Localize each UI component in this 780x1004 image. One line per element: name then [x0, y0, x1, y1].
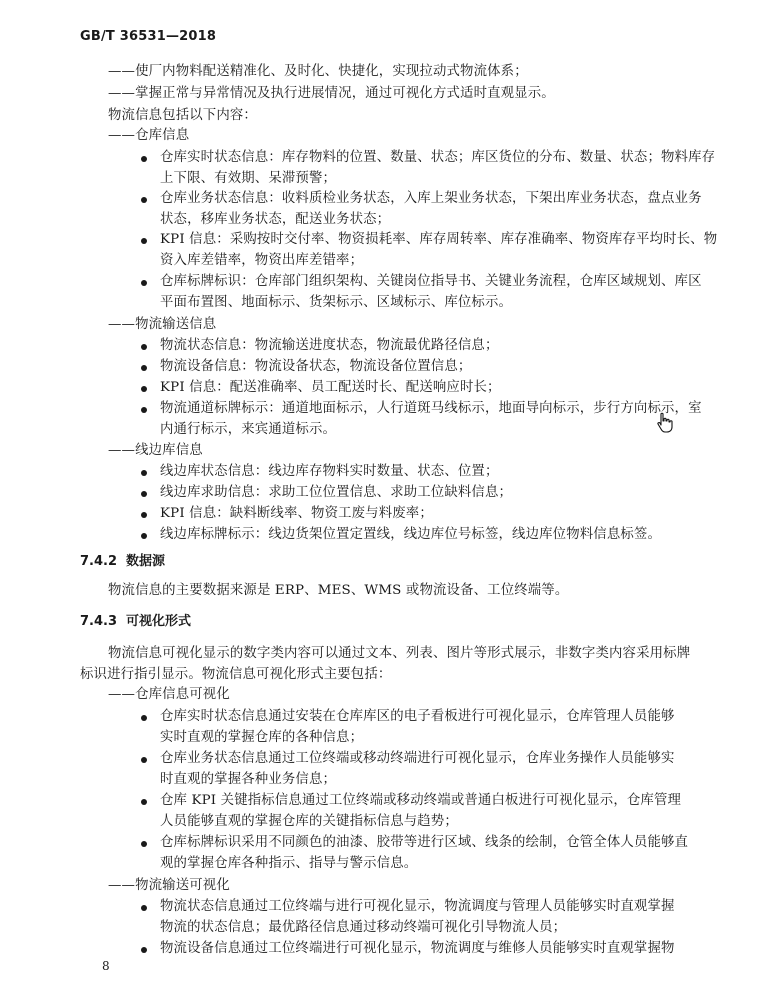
transport-info-b2: 物流设备信息：物流设备状态，物流设备位置信息； [160, 359, 472, 374]
warehouse-vis-b2-l1: 仓库业务状态信息通过工位终端或移动终端进行可视化显示，仓库业务操作人员能够实 [160, 751, 675, 766]
bullet-icon [141, 197, 147, 203]
warehouse-info-b1-l1: 仓库实时状态信息：库存物料的位置、数量、状态；库区货位的分布、数量、状态；物料库存 [160, 150, 716, 165]
transport-info-b3: KPI 信息：配送准确率、员工配送时长、配送响应时长； [160, 380, 501, 395]
section-742-heading [80, 552, 165, 572]
warehouse-vis-b4-l1: 仓库标牌标识采用不同颜色的油漆、胶带等进行区域、线条的绘制，仓管全体人员能够直 [160, 835, 689, 850]
warehouse-info-b4-l2: 平面布置图、地面标示、货架标示、区域标示、库位标示。 [160, 295, 513, 310]
warehouse-info-b2-l1: 仓库业务状态信息：收料质检业务状态，入库上架业务状态，下架出库业务状态，盘点业务 [160, 191, 702, 206]
lineside-info-b4: 线边库标牌标示：线边货架位置定置线，线边库位号标签，线边库位物料信息标签。 [160, 527, 662, 542]
standard-number-header: GB/T 36531—2018 [80, 29, 217, 44]
bullet-icon [141, 407, 147, 413]
section-743-title: 可视化形式 [126, 614, 192, 629]
bullet-icon [141, 344, 147, 350]
bullet-icon [141, 512, 147, 518]
bullet-icon [141, 470, 147, 476]
page-number: 8 [102, 959, 110, 973]
bullet-icon [141, 386, 147, 392]
transport-info-heading: ——物流输送信息 [108, 317, 217, 332]
section-743-heading [80, 612, 191, 632]
transport-vis-b1-l2: 物流的状态信息；最优路径信息通过移动终端可视化引导物流人员； [160, 920, 567, 935]
warehouse-info-b4-l1: 仓库标牌标识：仓库部门组织架构、关键岗位指导书、关键业务流程，仓库区域规划、库区 [160, 274, 702, 289]
bullet-icon [141, 238, 147, 244]
section-743-body-l1: 物流信息可视化显示的数字类内容可以通过文本、列表、图片等形式展示，非数字类内容采用标牌 [108, 646, 691, 661]
section-742-body: 物流信息的主要数据来源是 ERP、MES、WMS 或物流设备、工位终端等。 [108, 583, 569, 598]
warehouse-info-heading: ——仓库信息 [108, 128, 190, 143]
bullet-icon [141, 533, 147, 539]
warehouse-info-b3-l1: KPI 信息：采购按时交付率、物资损耗率、库存周转率、库存准确率、物资库存平均时长、物 [160, 232, 718, 247]
section-743-body-l2: 标识进行指引显示。物流信息可视化形式主要包括： [80, 667, 392, 682]
warehouse-info-b2-l2: 状态，移库业务状态，配送业务状态； [160, 212, 391, 227]
lineside-info-b1: 线边库状态信息：线边库存物料实时数量、状态、位置； [160, 464, 499, 479]
bullet-icon [141, 947, 147, 953]
lineside-info-b3: KPI 信息：缺料断线率、物资工废与料废率； [160, 506, 433, 521]
section-742-number: 7.4.2 [80, 554, 118, 569]
hand-pointer-icon [655, 412, 675, 434]
lineside-info-b2: 线边库求助信息：求助工位位置信息、求助工位缺料信息； [160, 485, 513, 500]
warehouse-vis-heading: ——仓库信息可视化 [108, 687, 230, 702]
warehouse-vis-b1-l2: 实时直观的掌握仓库的各种信息； [160, 730, 364, 745]
transport-info-b1: 物流状态信息：物流输送进度状态，物流最优路径信息； [160, 338, 499, 353]
warehouse-vis-b3-l2: 人员能够直观的掌握仓库的关键指标信息与趋势； [160, 814, 458, 829]
warehouse-vis-b1-l1: 仓库实时状态信息通过安装在仓库库区的电子看板进行可视化显示，仓库管理人员能够 [160, 709, 675, 724]
intro-dash-1: ——使厂内物料配送精准化、及时化、快捷化，实现拉动式物流体系； [108, 64, 528, 79]
warehouse-vis-b2-l2: 时直观的掌握各种业务信息； [160, 772, 337, 787]
transport-info-b4-l2: 内通行标示，来宾通道标示。 [160, 422, 337, 437]
transport-info-b4-l1: 物流通道标牌标示：通道地面标示，人行道斑马线标示，地面导向标示，步行方向标示，室 [160, 401, 702, 416]
bullet-icon [141, 715, 147, 721]
intro-lead: 物流信息包括以下内容： [108, 108, 257, 123]
bullet-icon [141, 365, 147, 371]
section-742-title: 数据源 [126, 554, 166, 569]
transport-vis-b1-l1: 物流状态信息通过工位终端与进行可视化显示，物流调度与管理人员能够实时直观掌握 [160, 899, 675, 914]
warehouse-vis-b3-l1: 仓库 KPI 关键指标信息通过工位终端或移动终端或普通白板进行可视化显示，仓库管理 [160, 793, 682, 808]
transport-vis-b2-l1: 物流设备信息通过工位终端进行可视化显示，物流调度与维修人员能够实时直观掌握物 [160, 941, 675, 956]
bullet-icon [141, 799, 147, 805]
warehouse-vis-b4-l2: 观的掌握仓库各种指示、指导与警示信息。 [160, 856, 418, 871]
bullet-icon [141, 280, 147, 286]
warehouse-info-b1-l2: 上下限、有效期、呆滞预警； [160, 171, 337, 186]
bullet-icon [141, 905, 147, 911]
warehouse-info-b3-l2: 资入库差错率，物资出库差错率； [160, 253, 364, 268]
bullet-icon [141, 491, 147, 497]
bullet-icon [141, 841, 147, 847]
lineside-info-heading: ——线边库信息 [108, 443, 203, 458]
section-743-number: 7.4.3 [80, 614, 118, 629]
bullet-icon [141, 757, 147, 763]
bullet-icon [141, 156, 147, 162]
transport-vis-heading: ——物流输送可视化 [108, 878, 230, 893]
intro-dash-2: ——掌握正常与异常情况及执行进展情况，通过可视化方式适时直观显示。 [108, 86, 555, 101]
